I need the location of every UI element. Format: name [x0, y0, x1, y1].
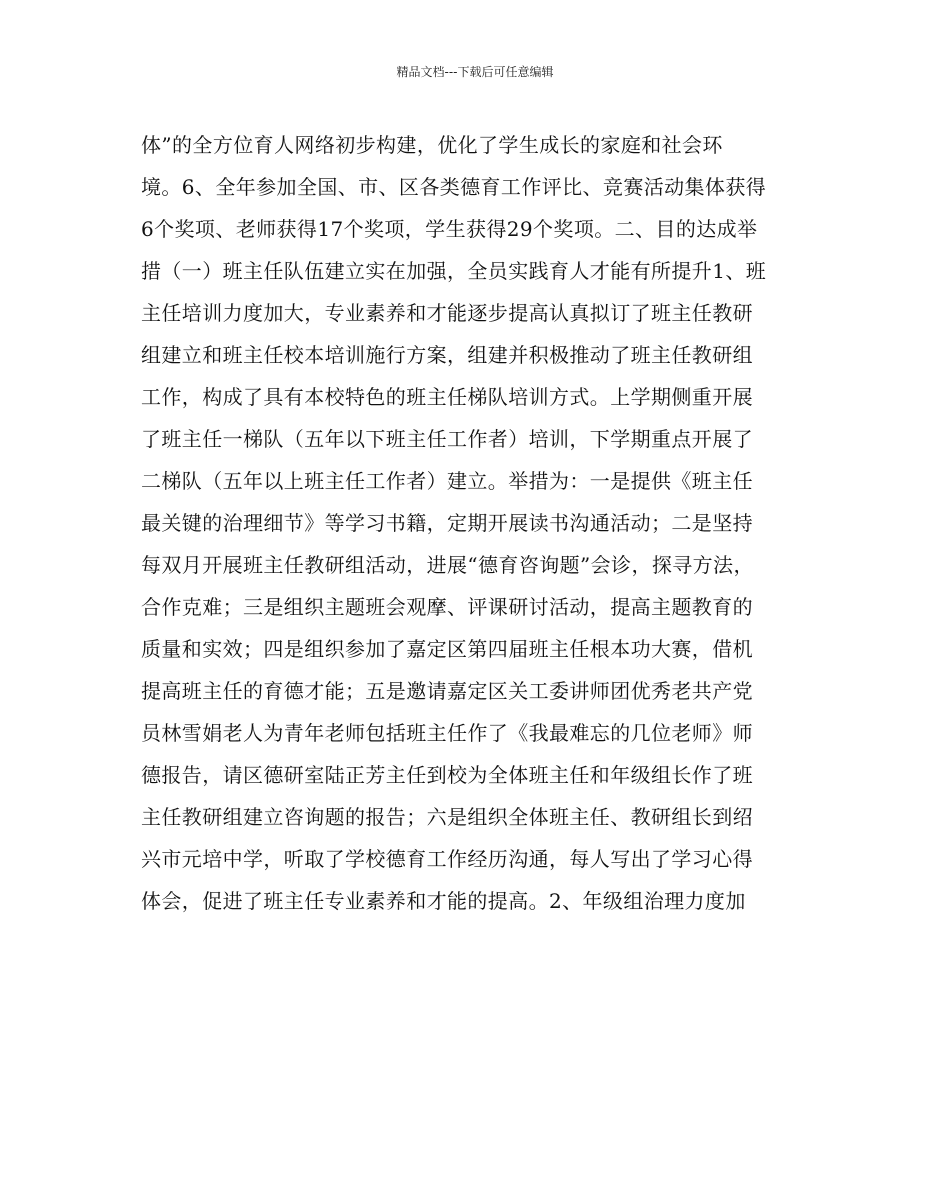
- text-line: 措（一）班主任队伍建立实在加强，全员实践育人才能有所提升1、班: [141, 259, 767, 283]
- text-line: 主任培训力度加大，专业素养和才能逐步提高认真拟订了班主任教研: [141, 301, 753, 325]
- text-line: 境。6、全年参加全国、市、区各类德育工作评比、竞赛活动集体获得: [141, 175, 767, 199]
- text-line: 组建立和班主任校本培训施行方案，组建并积极推动了班主任教研组: [141, 343, 753, 367]
- text-line: 合作克难；三是组织主题班会观摩、评课研讨活动，提高主题教育的: [141, 595, 753, 619]
- text-line: 工作，构成了具有本校特色的班主任梯队培训方式。上学期侧重开展: [141, 385, 753, 409]
- text-line: 每双月开展班主任教研组活动，进展“德育咨询题”会诊，探寻方法，: [141, 553, 754, 577]
- text-line: 提高班主任的育德才能；五是邀请嘉定区关工委讲师团优秀老共产党: [141, 679, 753, 703]
- text-line: 最关键的治理细节》等学习书籍，定期开展读书沟通活动；二是坚持: [141, 511, 753, 535]
- text-line: 德报告，请区德研室陆正芳主任到校为全体班主任和年级组长作了班: [141, 763, 753, 787]
- text-line: 6个奖项、老师获得17个奖项，学生获得29个奖项。二、目的达成举: [141, 217, 758, 241]
- text-line: 体”的全方位育人网络初步构建，优化了学生成长的家庭和社会环: [141, 133, 723, 157]
- document-body: [141, 124, 811, 922]
- text-line: 体会，促进了班主任专业素养和才能的提高。2、年级组治理力度加: [141, 889, 746, 913]
- text-line: 主任教研组建立咨询题的报告；六是组织全体班主任、教研组长到绍: [141, 805, 753, 829]
- text-line: 二梯队（五年以上班主任工作者）建立。举措为：一是提供《班主任: [141, 469, 753, 493]
- text-line: 质量和实效；四是组织参加了嘉定区第四届班主任根本功大赛，借机: [141, 637, 753, 661]
- text-line: 员林雪娟老人为青年老师包括班主任作了《我最难忘的几位老师》师: [141, 721, 753, 745]
- text-line: 了班主任一梯队（五年以下班主任工作者）培训，下学期重点开展了: [141, 427, 753, 451]
- text-line: 兴市元培中学，听取了学校德育工作经历沟通，每人写出了学习心得: [141, 847, 753, 871]
- page-header: 精品文档---下载后可任意编辑: [396, 65, 554, 79]
